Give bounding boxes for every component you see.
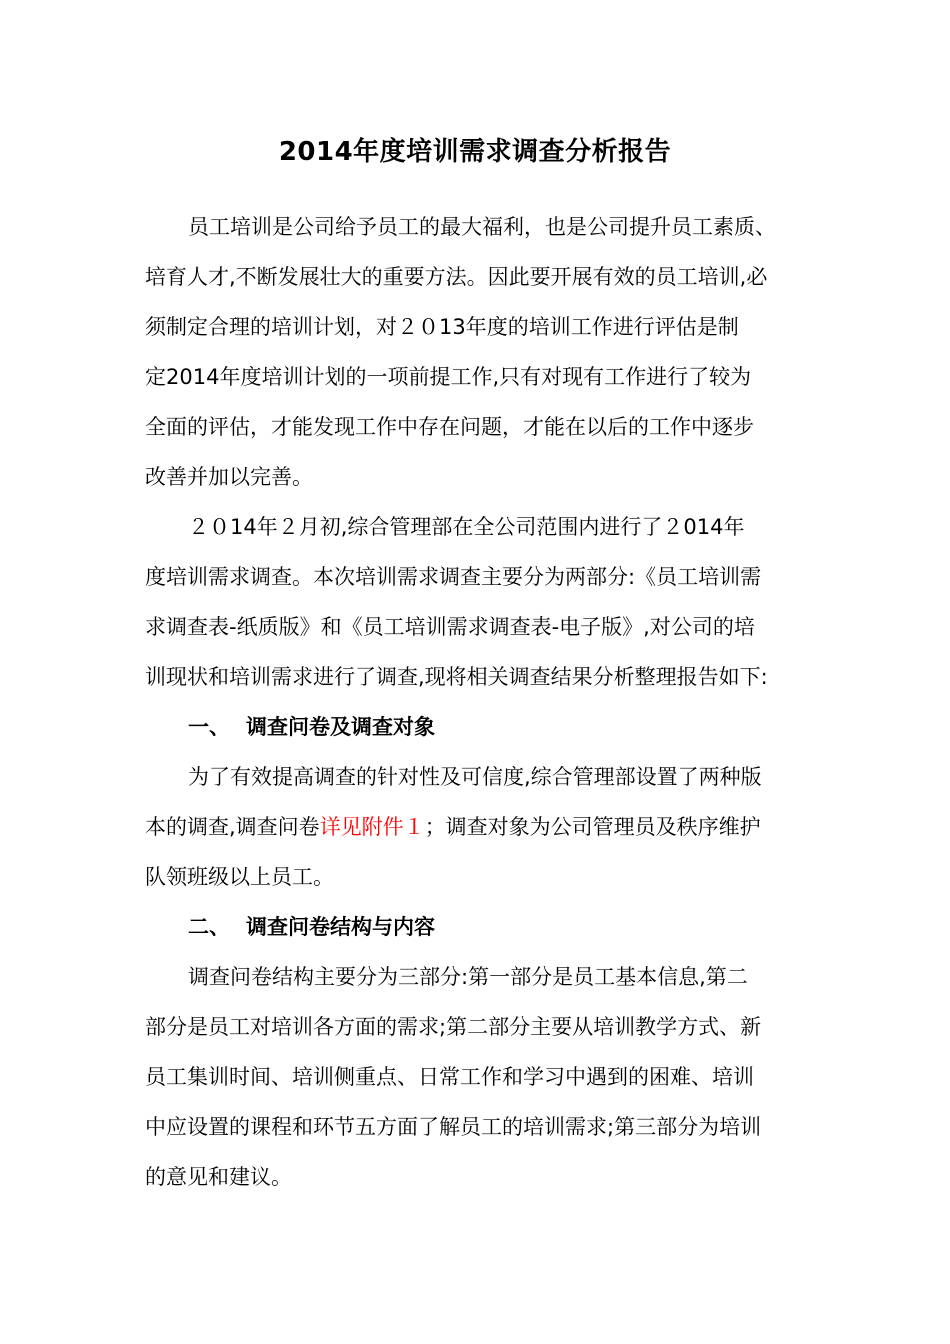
section-questionnaire-and-targets (145, 702, 810, 902)
paragraph-line: 培育人才,不断发展壮大的重要方法。因此要开展有效的员工培训,必 (145, 265, 768, 289)
paragraph-line: 中应设置的课程和环节五方面了解员工的培训需求;第三部分为培训 (145, 1115, 762, 1139)
paragraph-line (145, 802, 810, 852)
paragraph-line: 调查问卷结构主要分为三部分:第一部分是员工基本信息,第二 (188, 965, 748, 989)
document-title: 2014年度培训需求调查分析报告 (278, 137, 672, 167)
paragraph-line: 员工培训是公司给予员工的最大福利，也是公司提升员工素质、 (188, 215, 776, 239)
paragraph-line: 的意见和建议。 (145, 1165, 292, 1189)
paragraph-line: 训现状和培训需求进行了调查,现将相关调查结果分析整理报告如下: (145, 665, 768, 689)
paragraph-line: 求调查表-纸质版》和《员工培训需求调查表-电子版》,对公司的培 (145, 615, 755, 639)
paragraph-survey-overview (145, 502, 810, 702)
paragraph-line: 员工集训时间、培训侧重点、日常工作和学习中遇到的困难、培训 (145, 1065, 754, 1089)
attachment-reference: 详见附件１ (319, 815, 425, 839)
section-heading (145, 702, 810, 752)
section-heading-text: 调查问卷及调查对象 (246, 715, 435, 739)
paragraph-line: 须制定合理的培训计划，对２０13年度的培训工作进行评估是制 (145, 315, 739, 339)
paragraph-line: 改善并加以完善。 (145, 465, 313, 489)
paragraph-line: 全面的评估，才能发现工作中存在问题，才能在以后的工作中逐步 (145, 415, 754, 439)
paragraph-line: 为了有效提高调查的针对性及可信度,综合管理部设置了两种版 (188, 765, 762, 789)
paragraph-line: 度培训需求调查。本次培训需求调查主要分为两部分:《员工培训需 (145, 565, 762, 589)
section-number: 一、 (188, 715, 230, 739)
section-heading-text: 调查问卷结构与内容 (246, 915, 435, 939)
document-body (145, 202, 810, 1202)
paragraph-intro (145, 202, 810, 502)
text-run: 本的调查,调查问卷 (145, 815, 320, 839)
section-heading (145, 902, 810, 952)
section-number: 二、 (188, 915, 230, 939)
paragraph-line: 部分是员工对培训各方面的需求;第二部分主要从培训教学方式、新 (145, 1015, 762, 1039)
text-run: ；调查对象为公司管理员及秩序维护 (424, 815, 761, 839)
paragraph-line: 队领班级以上员工。 (145, 865, 334, 889)
paragraph-line: 定2014年度培训计划的一项前提工作,只有对现有工作进行了较为 (145, 365, 752, 389)
paragraph-line: ２０14年２月初,综合管理部在全公司范围内进行了２014年 (188, 515, 745, 539)
section-questionnaire-structure (145, 902, 810, 1202)
